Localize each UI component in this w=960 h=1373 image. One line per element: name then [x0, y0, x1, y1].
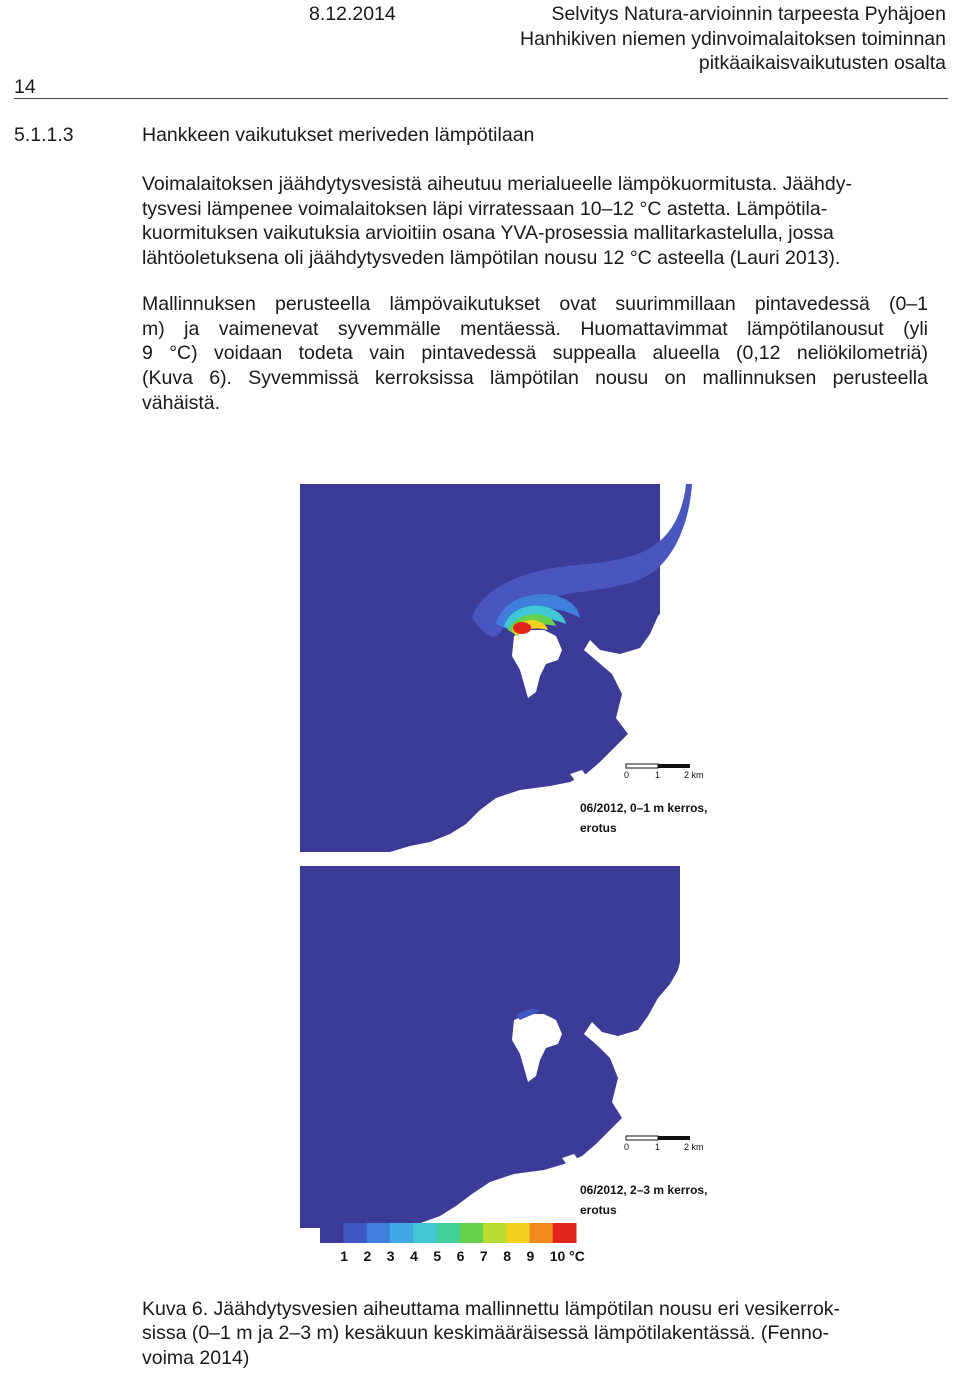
legend-label: 3	[386, 1248, 395, 1264]
map-label: erotus	[580, 821, 617, 835]
warm-plume-core	[513, 622, 531, 634]
legend-swatch	[413, 1223, 437, 1243]
legend-swatch	[343, 1223, 367, 1243]
text-line: vähäistä.	[142, 391, 221, 414]
text-line: tysvesi lämpenee voimalaitoksen läpi virratessaan 10–12 °C astetta. Lämpötila-	[142, 197, 828, 220]
scale-tick: 0	[624, 1142, 630, 1152]
caption-line: sissa (0–1 m ja 2–3 m) kesäkuun keskimääräisessä lämpötilakentässä. (Fenno-	[142, 1322, 830, 1345]
legend-swatch	[460, 1223, 484, 1243]
caption-line: Kuva 6. Jäähdytysvesien aiheuttama mallinnettu lämpötilan nousu eri vesikerrok-	[142, 1298, 841, 1320]
header-title	[520, 2, 946, 76]
text-line: 9 °C) voidaan todeta vain pintavedessä suppealla alueella (0,12 neliökilometriä)	[142, 342, 928, 365]
legend-swatch	[320, 1223, 344, 1243]
legend-swatches	[320, 1223, 577, 1243]
text-line: Voimalaitoksen jäähdytysvesistä aiheutuu merialueelle lämpökuormitusta. Jäähdy-	[142, 173, 852, 195]
legend-label: 9	[526, 1248, 535, 1264]
text-line: (Kuva 6). Syvemmissä kerroksissa lämpötilan nousu on mallinnuksen perusteella	[142, 367, 928, 390]
legend-label: 7	[479, 1248, 488, 1264]
header-divider	[14, 98, 948, 99]
section-number: 5.1.1.3	[14, 124, 74, 146]
scale-tick: 0	[624, 770, 630, 780]
legend-swatch	[390, 1223, 414, 1243]
page-number: 14	[14, 76, 36, 98]
legend-swatch	[436, 1223, 460, 1243]
legend-label: 2	[363, 1248, 372, 1264]
temperature-legend	[300, 1221, 590, 1281]
text-line: kuormituksen vaikutuksia arvioitiin osana YVA-prosessia mallitarkastelulla, jossa	[142, 222, 834, 245]
scale-tick: 1	[655, 1142, 661, 1152]
text-line: Mallinnuksen perusteella lämpövaikutukset ovat suurimmillaan pintavedessä (0–1	[142, 293, 928, 315]
caption-line: voima 2014)	[142, 1346, 250, 1369]
legend-label: 10 °C	[549, 1248, 585, 1264]
scale-tick: 1	[655, 770, 661, 780]
legend-swatch	[553, 1223, 577, 1243]
temperature-map-deep	[300, 866, 960, 1228]
legend-label: 5	[433, 1248, 442, 1264]
legend-swatch	[506, 1223, 530, 1243]
legend-swatch	[483, 1223, 507, 1243]
header-title-line: pitkäaikaisvaikutusten osalta	[698, 52, 946, 74]
paragraph-2	[142, 292, 928, 416]
text-line: lähtöoletuksena oli jäähdytysveden lämpötilan nousu 12 °C asteella (Lauri 2013).	[142, 247, 841, 270]
legend-swatch	[530, 1223, 554, 1243]
section-title: Hankkeen vaikutukset meriveden lämpötilaan	[142, 124, 535, 146]
map-label: 06/2012, 2–3 m kerros,	[580, 1183, 708, 1197]
map-label: 06/2012, 0–1 m kerros,	[580, 801, 708, 815]
temperature-map-surface	[300, 484, 960, 852]
paragraph-1	[142, 172, 928, 271]
map-label: erotus	[580, 1203, 617, 1217]
legend-label: 4	[410, 1248, 418, 1264]
scale-tick: 2 km	[684, 1142, 704, 1152]
figure-caption	[142, 1297, 922, 1370]
legend-label: 6	[456, 1248, 465, 1264]
header-date: 8.12.2014	[309, 3, 396, 25]
legend-swatch	[367, 1223, 391, 1243]
legend-label: 1	[340, 1248, 349, 1264]
header-title-line: Hanhikiven niemen ydinvoimalaitoksen toiminnan	[520, 27, 946, 50]
legend-labels	[340, 1248, 585, 1264]
header-title-line: Selvitys Natura-arvioinnin tarpeesta Pyhäjoen	[551, 3, 946, 25]
scale-tick: 2 km	[684, 770, 704, 780]
legend-label: 8	[503, 1248, 511, 1264]
text-line: m) ja vaimenevat syvemmälle mentäessä. Huomattavimmat lämpötilanousut (yli	[142, 317, 928, 340]
